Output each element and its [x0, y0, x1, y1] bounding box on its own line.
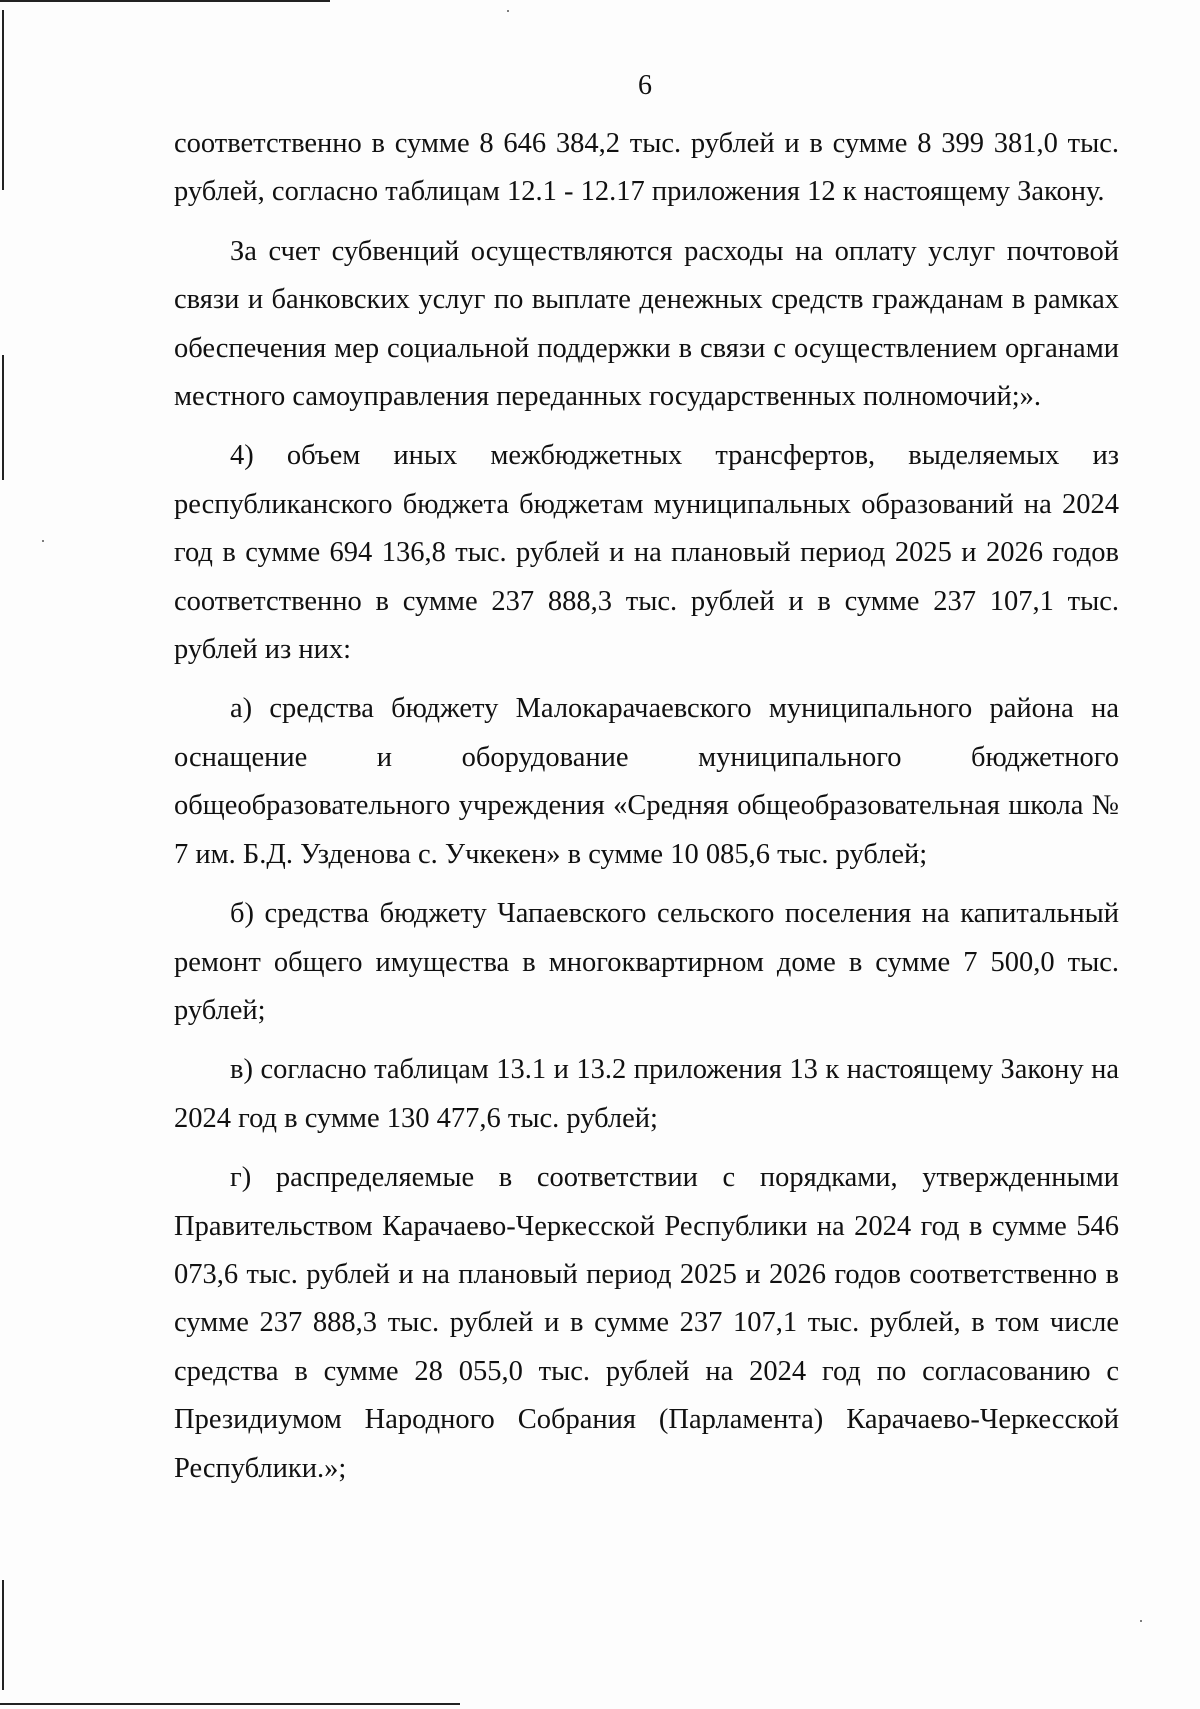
paragraph-item-4: 4) объем иных межбюджетных трансфертов, выделяемых из республиканского бюджета бюджетам муниципальных образований на 2024 год в сумме 694 136,8 тыс. рублей и на плановый период 2025 и 2026 годов соответственно в сумме 237 888,3 тыс. рублей и в сумме 237 107,1 тыс. рублей из них:: [174, 440, 1119, 666]
scan-speck: [1140, 1620, 1142, 1622]
document-body: [174, 120, 1119, 1493]
paragraph-item-a: а) средства бюджету Малокарачаевского муниципального района на оснащение и оборудование муниципального бюджетного общеобразовательного учреждения «Средняя общеобразовательная школа № 7 им. Б.Д. Узденова с. Учкекен» в сумме 10 085,6 тыс. рублей;: [174, 693, 1119, 870]
paragraph-subventions: За счет субвенций осуществляются расходы на оплату услуг почтовой связи и банковских услуг по выплате денежных средств гражданам в рамках обеспечения мер социальной поддержки в связи с осуществлением органами местного самоуправления переданных государственных полномочий;».: [174, 235, 1119, 413]
paragraph-item-b: б) средства бюджету Чапаевского сельского поселения на капитальный ремонт общего имущества в многоквартирном доме в сумме 7 500,0 тыс. рублей;: [174, 898, 1119, 1026]
page-number: 6: [638, 70, 652, 101]
scan-speck: [507, 10, 509, 12]
paragraph-continuation: соответственно в сумме 8 646 384,2 тыс. рублей и в сумме 8 399 381,0 тыс. рублей, согласно таблицам 12.1 - 12.17 приложения 12 к настоящему Закону.: [174, 128, 1119, 208]
paragraph-item-g: г) распределяемые в соответствии с порядками, утвержденными Правительством Карачаево-Черкесской Республики на 2024 год в сумме 546 073,6 тыс. рублей и на плановый период 2025 и 2026 годов соответственно в сумме 237 888,3 тыс. рублей и в сумме 237 107,1 тыс. рублей, в том числе средства в сумме 28 055,0 тыс. рублей на 2024 год по согласованию с Президиумом Народного Собрания (Парламента) Карачаево-Черкесской Республики.»;: [174, 1162, 1119, 1484]
scan-edge-bottom: [0, 1703, 460, 1705]
scan-edge-left-lower: [2, 1580, 4, 1690]
scan-speck: [42, 540, 44, 542]
scan-edge-left-middle: [2, 355, 4, 480]
paragraph-item-v: в) согласно таблицам 13.1 и 13.2 приложения 13 к настоящему Закону на 2024 год в сумме 130 477,6 тыс. рублей;: [174, 1054, 1119, 1134]
scan-edge-top: [0, 0, 330, 2]
